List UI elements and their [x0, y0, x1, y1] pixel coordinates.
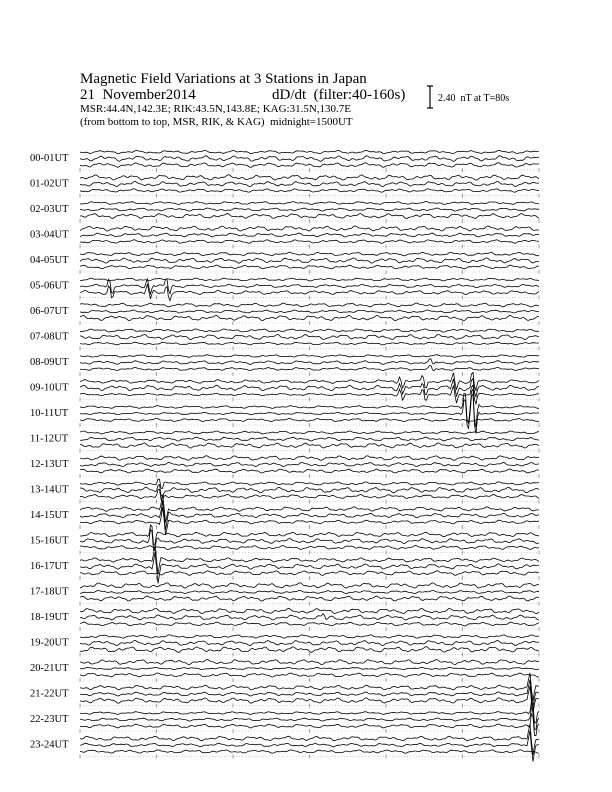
trace-KAG: [80, 724, 539, 755]
trace-KAG: [80, 479, 539, 488]
trace-MSR: [80, 647, 539, 653]
trace-MSR: [80, 342, 539, 345]
trace-MSR: [80, 571, 539, 576]
row-label: 20-21UT: [30, 663, 69, 674]
trace-MSR: [80, 443, 539, 448]
trace-KAG: [80, 175, 539, 181]
row-label: 05-06UT: [30, 280, 69, 292]
trace-RIK: [80, 680, 539, 708]
trace-KAG: [80, 278, 539, 281]
chart-title: Magnetic Field Variations at 3 Stations in Japan: [80, 71, 367, 87]
trace-MSR: [80, 469, 539, 473]
trace-RIK: [80, 233, 539, 237]
trace-RIK: [80, 181, 539, 186]
row-label: 14-15UT: [30, 510, 69, 521]
trace-RIK: [80, 437, 539, 441]
trace-MSR: [80, 163, 539, 168]
trace-KAG: [80, 635, 539, 638]
row-label: 15-16UT: [30, 535, 69, 547]
trace-MSR: [80, 507, 539, 535]
trace-MSR: [80, 366, 539, 371]
trace-RIK: [80, 667, 539, 669]
trace-RIK: [80, 614, 539, 620]
station-order-note: (from bottom to top, MSR, RIK, & KAG) midnight=1500UT: [80, 116, 353, 128]
row-label: 18-19UT: [30, 612, 69, 623]
trace-RIK: [80, 310, 539, 313]
trace-MSR: [80, 686, 539, 714]
trace-KAG: [80, 545, 539, 574]
row-label: 02-03UT: [30, 204, 69, 215]
trace-RIK: [80, 258, 539, 264]
row-label: 17-18UT: [30, 586, 69, 598]
trace-KAG: [80, 608, 539, 613]
trace-MSR: [80, 189, 539, 192]
chart-date: 21 November2014: [80, 87, 196, 103]
trace-RIK: [80, 590, 539, 593]
row-label: 12-13UT: [30, 459, 69, 470]
chart-component: dD/dt (filter:40-160s): [272, 87, 406, 103]
row-label: 19-20UT: [30, 637, 69, 649]
trace-RIK: [80, 156, 539, 162]
trace-KAG: [80, 303, 539, 307]
trace-RIK: [80, 462, 539, 466]
trace-KAG: [80, 495, 539, 523]
row-label: 06-07UT: [30, 306, 69, 317]
trace-MSR: [80, 546, 539, 550]
trace-MSR: [80, 750, 539, 754]
trace-KAG: [80, 673, 539, 701]
row-label: 21-22UT: [30, 688, 69, 700]
trace-MSR: [80, 265, 539, 269]
trace-KAG: [80, 355, 539, 358]
row-label: 09-10UT: [30, 382, 69, 394]
row-label: 16-17UT: [30, 561, 69, 572]
trace-RIK: [80, 359, 539, 365]
trace-KAG: [80, 150, 539, 153]
row-label: 08-09UT: [30, 357, 69, 368]
trace-MSR: [80, 418, 539, 421]
trace-KAG: [80, 202, 539, 205]
row-label: 13-14UT: [30, 484, 69, 496]
row-label: 01-02UT: [30, 178, 69, 190]
trace-KAG: [80, 660, 539, 665]
row-label: 10-11UT: [30, 408, 69, 419]
trace-MSR: [80, 214, 539, 219]
trace-KAG: [80, 431, 539, 434]
trace-MSR: [80, 673, 539, 677]
row-label: 11-12UT: [30, 433, 69, 445]
row-label: 04-05UT: [30, 255, 69, 266]
trace-RIK: [80, 640, 539, 645]
trace-KAG: [80, 252, 539, 256]
trace-MSR: [80, 315, 539, 320]
trace-MSR: [80, 240, 539, 244]
trace-MSR: [80, 596, 539, 601]
trace-KAG: [80, 329, 539, 332]
row-label: 23-24UT: [30, 739, 69, 751]
station-coordinates: MSR:44.4N,142.3E; RIK:43.5N,143.8E; KAG:31.5N,130.7E: [80, 103, 352, 115]
trace-RIK: [80, 334, 539, 339]
scale-label: 2.40 nT at T=80s: [438, 93, 510, 104]
trace-KAG: [80, 583, 539, 588]
row-label: 22-23UT: [30, 714, 69, 725]
trace-KAG: [80, 456, 539, 461]
trace-RIK: [80, 485, 539, 498]
trace-KAG: [80, 226, 539, 231]
row-label: 07-08UT: [30, 331, 69, 343]
row-label: 00-01UT: [30, 153, 69, 164]
trace-RIK: [80, 208, 539, 211]
row-label: 03-04UT: [30, 229, 69, 241]
trace-MSR: [80, 622, 539, 626]
